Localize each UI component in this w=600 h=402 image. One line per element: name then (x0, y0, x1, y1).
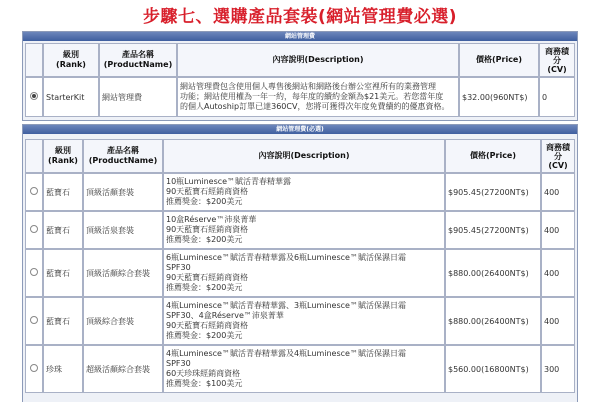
header-description: 內容說明(Description) (177, 43, 459, 77)
package-radio[interactable] (30, 364, 38, 372)
website-fee-table (25, 43, 575, 117)
description-line: 90天藍寶石經銷商資格 (166, 321, 249, 330)
price-cell: $32.00(960NT$) (459, 77, 539, 117)
page-title: 步驟七、選購產品套裝(網站管理費必選) (142, 7, 458, 27)
package-radio[interactable] (30, 92, 38, 100)
section-bar: 網站管理費(必選) (23, 125, 577, 134)
package-table (25, 139, 575, 393)
header-select (25, 43, 43, 77)
price-cell: $880.00(26400NT$) (445, 249, 541, 297)
description-line: 6瓶Luminesce™賦活青春精華露及6瓶Luminesce™賦活保濕日霜 (166, 253, 406, 262)
description-line: 90天藍寶石經銷商資格 (166, 187, 249, 196)
description-line: 4瓶Luminesce™賦活青春精華露、3瓶Luminesce™賦活保濕日霜 (166, 301, 406, 310)
table-row[interactable] (25, 249, 575, 297)
product-name-cell: 頂級綜合套裝 (83, 297, 163, 345)
header-rank: 級別 (Rank) (43, 43, 99, 77)
select-cell[interactable] (25, 297, 43, 345)
description-cell (177, 77, 459, 117)
table-header-row (25, 43, 575, 77)
description-cell (163, 249, 445, 297)
product-name-cell: 頂級活顏綜合套裝 (83, 249, 163, 297)
rank-cell: 珍珠 (43, 345, 83, 393)
description-line: 4瓶Luminesce™賦活青春精華露及4瓶Luminesce™賦活保濕日霜 (166, 349, 406, 358)
table-row[interactable] (25, 211, 575, 249)
package-radio[interactable] (30, 187, 38, 195)
header-product: 產品名稱 (ProductName) (83, 139, 163, 173)
description-line: 網站管理費包含使用個人專售後網站和網路後台辦公室裡所有的業務管理 (180, 82, 436, 91)
rank-cell: 藍寶石 (43, 297, 83, 345)
header-rank: 級別 (Rank) (43, 139, 83, 173)
description-line: 90天藍寶石經銷商資格 (166, 273, 249, 282)
description-cell (163, 173, 445, 211)
header-description: 內容說明(Description) (163, 139, 445, 173)
package-radio[interactable] (30, 316, 38, 324)
rank-cell: StarterKit (43, 77, 99, 117)
product-name-cell: 頂級活泉套裝 (83, 211, 163, 249)
description-line: SPF30 (166, 263, 191, 272)
cv-cell: 300 (541, 345, 575, 393)
description-line: SPF30 (166, 359, 191, 368)
header-select (25, 139, 43, 173)
cv-cell: 400 (541, 249, 575, 297)
description-cell (163, 211, 445, 249)
rank-cell: 藍寶石 (43, 249, 83, 297)
rank-cell: 藍寶石 (43, 211, 83, 249)
product-name-cell: 超級活顏綜合套裝 (83, 345, 163, 393)
price-cell: $905.45(27200NT$) (445, 211, 541, 249)
select-cell[interactable] (25, 173, 43, 211)
description-line: 推薦獎金：$200美元 (166, 235, 243, 244)
price-cell: $880.00(26400NT$) (445, 297, 541, 345)
package-radio[interactable] (30, 225, 38, 233)
table-row[interactable] (25, 173, 575, 211)
package-panel (22, 124, 578, 402)
header-price: 價格(Price) (459, 43, 539, 77)
description-line: 10盒Réserve™沛泉菁華 (166, 215, 257, 224)
website-fee-panel (22, 31, 578, 121)
product-name-cell: 頂級活顏套裝 (83, 173, 163, 211)
cv-cell: 0 (539, 77, 575, 117)
description-line: 功能；網站使用權為一年一約，每年度的續約金額為$21美元。若您當年度 (180, 92, 444, 101)
select-cell[interactable] (25, 211, 43, 249)
cv-cell: 400 (541, 297, 575, 345)
rank-cell: 藍寶石 (43, 173, 83, 211)
table-row[interactable] (25, 297, 575, 345)
package-radio[interactable] (30, 268, 38, 276)
description-line: SPF30、4盒Réserve™沛泉菁華 (166, 311, 284, 320)
header-price: 價格(Price) (445, 139, 541, 173)
description-cell (163, 297, 445, 345)
select-cell[interactable] (25, 77, 43, 117)
select-cell[interactable] (25, 249, 43, 297)
table-row[interactable] (25, 345, 575, 393)
description-line: 推薦獎金：$200美元 (166, 197, 243, 206)
description-line: 推薦獎金：$200美元 (166, 331, 243, 340)
description-line: 推薦獎金：$200美元 (166, 283, 243, 292)
description-line: 10瓶Luminesce™賦活青春精華露 (166, 177, 292, 186)
cv-cell: 400 (541, 211, 575, 249)
description-cell (163, 345, 445, 393)
price-cell: $560.00(16800NT$) (445, 345, 541, 393)
product-name-cell: 網站管理費 (99, 77, 177, 117)
section-bar: 網站管理費 (23, 32, 577, 41)
table-header-row (25, 139, 575, 173)
header-product: 產品名稱 (ProductName) (99, 43, 177, 77)
cv-cell: 400 (541, 173, 575, 211)
price-cell: $905.45(27200NT$) (445, 173, 541, 211)
header-cv: 商務積分 (CV) (541, 139, 575, 173)
header-cv: 商務積分 (CV) (539, 43, 575, 77)
description-line: 90天藍寶石經銷商資格 (166, 225, 249, 234)
table-row[interactable] (25, 77, 575, 117)
description-line: 60天珍珠經銷商資格 (166, 369, 241, 378)
description-line: 的個人Autoship訂單已達360CV，您將可獲得次年度免費續約的優惠資格。 (180, 102, 450, 111)
description-line: 推薦獎金：$100美元 (166, 379, 243, 388)
select-cell[interactable] (25, 345, 43, 393)
